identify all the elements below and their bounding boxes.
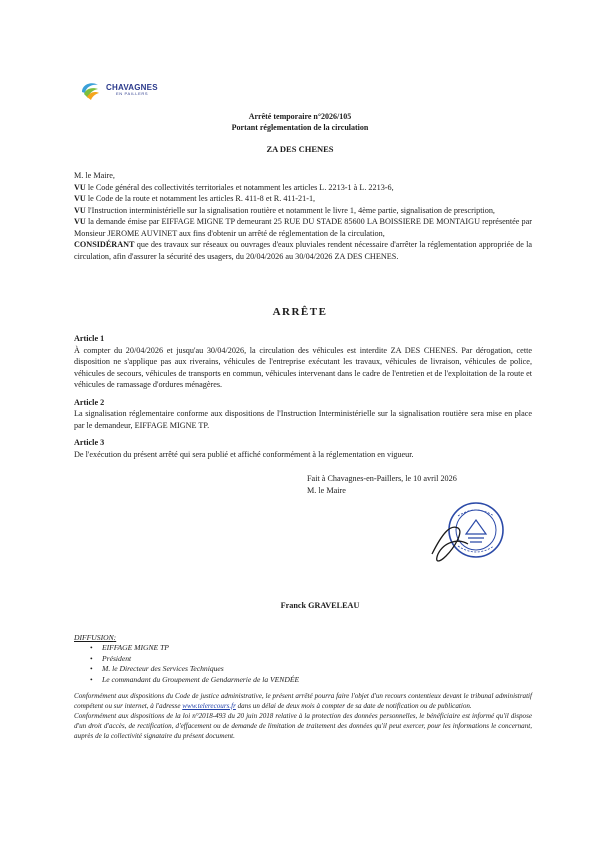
- considerant-text: que des travaux sur réseaux ou ouvrages d'eaux pluviales rendent nécessaire d'arrêter la réglementation appropriée de la circulation, afin d'assurer la sécurité des usagers, du 20/04/2026 au 30/04/2026 ZA DES CHENES.: [74, 240, 532, 261]
- list-item: • Le commandant du Groupement de Gendarmerie de la VENDÉE: [102, 675, 299, 685]
- signer-name: Franck GRAVELEAU: [280, 601, 360, 610]
- signature-block: [307, 473, 457, 496]
- town-logo-icon: [78, 78, 102, 102]
- considerants-section: [74, 170, 532, 262]
- vu-code-route: [74, 193, 532, 205]
- article-text: À compter du 20/04/2026 et jusqu'au 30/04/2026, la circulation des véhicules est interdite ZA DES CHENES. Par dérogation, cette disposition ne s'applique pas aux riverains, véhicules de l'entreprise exécutant les travaux, véhicules de livraison, véhicules de police, véhicules de secours, véhicules de transports en commun, véhicules intervenant dans le cadre de l'entretien et de l'exploitation de la route et véhicules de ramassage d'ordures ménagères.: [74, 345, 532, 389]
- legal-notice: [74, 691, 532, 741]
- considerant: [74, 239, 532, 262]
- vu-cgct: [74, 182, 532, 194]
- appeal-text-end: dans un délai de deux mois à compter de sa date de notification ou de publication.: [235, 702, 472, 710]
- appeal-text-start: Conformément aux dispositions du Code de justice administrative, le présent arrêté pourra faire l'objet d'un recours contentieux devant le tribunal administratif compétent ou sur internet, à l'adresse: [74, 692, 532, 710]
- vu-keyword: VU: [74, 205, 86, 215]
- vu-text: le Code général des collectivités territoriales et notamment les articles L. 2213-1 à L. 2213-6,: [85, 182, 394, 192]
- decree-location: ZA DES CHENES: [266, 144, 334, 154]
- vu-demande: [74, 216, 532, 239]
- list-item: • M. le Directeur des Services Techniques: [102, 664, 299, 674]
- diffusion-title: [74, 633, 299, 643]
- vu-keyword: VU: [74, 217, 86, 226]
- diffusion-colon: :: [113, 633, 117, 642]
- vu-keyword: VU: [74, 182, 86, 192]
- vu-instruction: [74, 205, 532, 217]
- appeal-notice: [74, 691, 532, 711]
- vu-text: le Code de la route et notamment les articles R. 411-8 et R. 411-21-1,: [85, 194, 316, 203]
- article-title: Article 3: [74, 438, 105, 447]
- telerecours-link[interactable]: www.telerecours.fr: [182, 702, 236, 710]
- town-logo-subtitle: EN PAILLERS: [116, 91, 149, 96]
- diffusion-label: DIFFUSION: [74, 633, 114, 642]
- considerant-keyword: CONSIDÉRANT: [74, 240, 135, 249]
- signature-place-date: Fait à Chavagnes-en-Paillers, le 10 avril 2026: [307, 474, 457, 483]
- article-text: De l'exécution du présent arrêté qui sera publié et affiché conformément à la réglementation en vigueur.: [74, 449, 414, 459]
- article-text: La signalisation réglementaire conforme aux dispositions de l'Instruction Interministérielle sur la signalisation routière sera mise en place par le demandeur, EIFFAGE MIGNE TP.: [74, 409, 532, 430]
- vu-text: la demande émise par EIFFAGE MIGNE TP demeurant 25 RUE DU STADE 85600 LA BOISSIERE DE MONTAIGU représentée par Monsieur JEROME AUVINET aux fins d'obtenir un arrêté de réglementation de la circulation,: [74, 217, 532, 238]
- diffusion-section: [74, 633, 299, 685]
- mayor-line: M. le Maire,: [74, 171, 115, 180]
- town-logo-name: CHAVAGNES: [106, 83, 158, 92]
- article-title: Article 1: [74, 334, 105, 343]
- article-title: Article 2: [74, 397, 105, 407]
- vu-keyword: VU: [74, 194, 86, 203]
- official-seal-icon: [428, 494, 508, 572]
- decree-number: Arrêté temporaire n°2026/105: [248, 112, 352, 121]
- privacy-notice: Conformément aux dispositions de la loi n°2018-493 du 20 juin 2018 relative à la protection des données personnelles, le bénéficiaire est informé qu'il dispose d'un droit d'accès, de rectification, d'effacement ou de demande de limitation de traitement des données qu'il peut exercer, pour les informations le concernant, auprès de la collectivité signataire du présent document.: [74, 712, 532, 740]
- list-item: • EIFFAGE MIGNE TP: [102, 643, 299, 653]
- arrete-heading: ARRÊTE: [272, 306, 328, 318]
- signature-role: M. le Maire: [307, 485, 346, 495]
- diffusion-list: [74, 643, 299, 685]
- town-logo: [78, 78, 158, 102]
- decree-subject: Portant réglementation de la circulation: [231, 123, 369, 132]
- list-item: • Président: [102, 654, 299, 664]
- vu-text: l'Instruction interministérielle sur la signalisation routière et notamment le livre 1, 4ème partie, signalisation de prescription,: [85, 205, 495, 215]
- articles-section: [74, 333, 532, 466]
